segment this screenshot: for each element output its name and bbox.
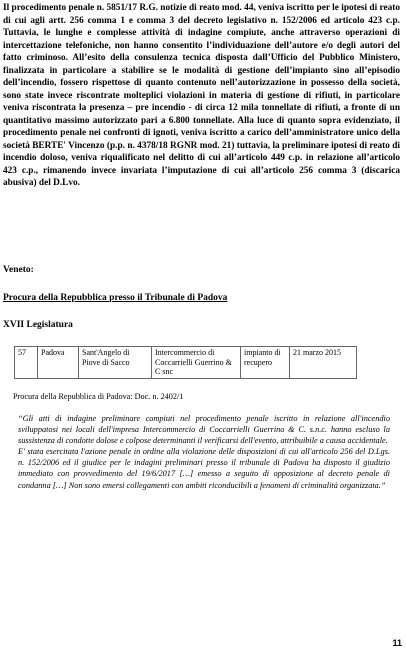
page-number: 11 bbox=[392, 638, 402, 648]
court-heading: Procura della Repubblica presso il Tribunale di Padova bbox=[3, 293, 228, 303]
legislature-label: XVII Legislatura bbox=[3, 320, 73, 330]
main-paragraph: Il procedimento penale n. 5851/17 R.G. notizie di reato mod. 44, veniva iscritto per le ipotesi di reato di cui agli artt. 256 comma 1 e comma 3 del decreto legislativo n. 152/2006 ed articolo 423 c.p. Tuttavia, le lunghe e complesse attività di indagine compiute, anche attraverso operazioni di intercettazione telefoniche, non hanno consentito l’individuazione dell’autore e/o degli autori del fatto criminoso. All’esito della consulenza tecnica disposta dall’Ufficio del Pubblico Ministero, finalizzata in particolare a stabilire se le modalità di gestione dell’impianto sino all’episodio dell’incendio, fossero rispettose di quanto contenuto nell’autorizzazione in possesso della società, sono state invece riscontrate molteplici violazioni in materia di gestione di rifiuti, in particolare veniva riscontrata la presenza – pre incendio - di circa 12 mila tonnellate di rifiuti, a fronte di un quantitativo massimo autorizzato pari a 6.800 tonnellate. Alla luce di quanto sopra evidenziato, il procedimento penale nei confronti di ignoti, veniva iscritto a carico dell’amministratore unico della società BERTE' Vincenzo (p.p. n. 4378/18 RGNR mod. 21) tuttavia, la preliminare ipotesi di reato di incendio doloso, veniva riqualificato nel delitto di cui all’articolo 449 c.p. in relazione all’articolo 423 c.p., rimanendo invece invariata l’imputazione di cui all’articolo 256 comma 3 (discarica abusiva) del D.Lvo. bbox=[3, 3, 400, 188]
region-heading: Veneto: bbox=[3, 265, 34, 275]
table-cell-province: Padova bbox=[38, 347, 79, 379]
document-reference: Procura della Repubblica di Padova: Doc. n. 2402/1 bbox=[13, 392, 184, 401]
table-cell-company: Intercommercio di Coccarrielli Guerrino & C snc bbox=[152, 347, 241, 379]
table-cell-municipality: Sant'Angelo di Piove di Sacco bbox=[79, 347, 152, 379]
table-cell-date: 21 marzo 2015 bbox=[290, 347, 357, 379]
quote-paragraph: E' stata esercitata l'azione penale in ordine alla violazione delle disposizioni di cui all'articolo 256 del D.Lgs. n. 152/2006 ed il giudice per le indagini preliminari presso il tribunale di Padova ha disposto il giudizio immediato con provvedimento del 19/6/2017 […] emesso a seguito di opposizione al decreto penale di condanna […] Non sono emersi collegamenti con ambiti riconducibili a fenomeni di criminalità organizzata.” bbox=[18, 447, 390, 490]
table-cell-plant-type: impianto di recupero bbox=[241, 347, 290, 379]
table-row bbox=[15, 347, 357, 379]
quote-paragraph: “Gli atti di indagine preliminare compiuti nel procedimento penale iscritto in relazione all'incendio sviluppatosi nei locali dell'impresa Intercommercio di Coccarrielli Guerrino & C. s.n.c. hanno escluso la sussistenza di condotte dolose e colpose determinanti il verificarsi dell'evento, attribuibile a causa accidentale. bbox=[18, 414, 390, 446]
case-table bbox=[14, 346, 357, 379]
table-cell-number: 57 bbox=[15, 347, 38, 379]
quoted-text bbox=[18, 413, 390, 491]
